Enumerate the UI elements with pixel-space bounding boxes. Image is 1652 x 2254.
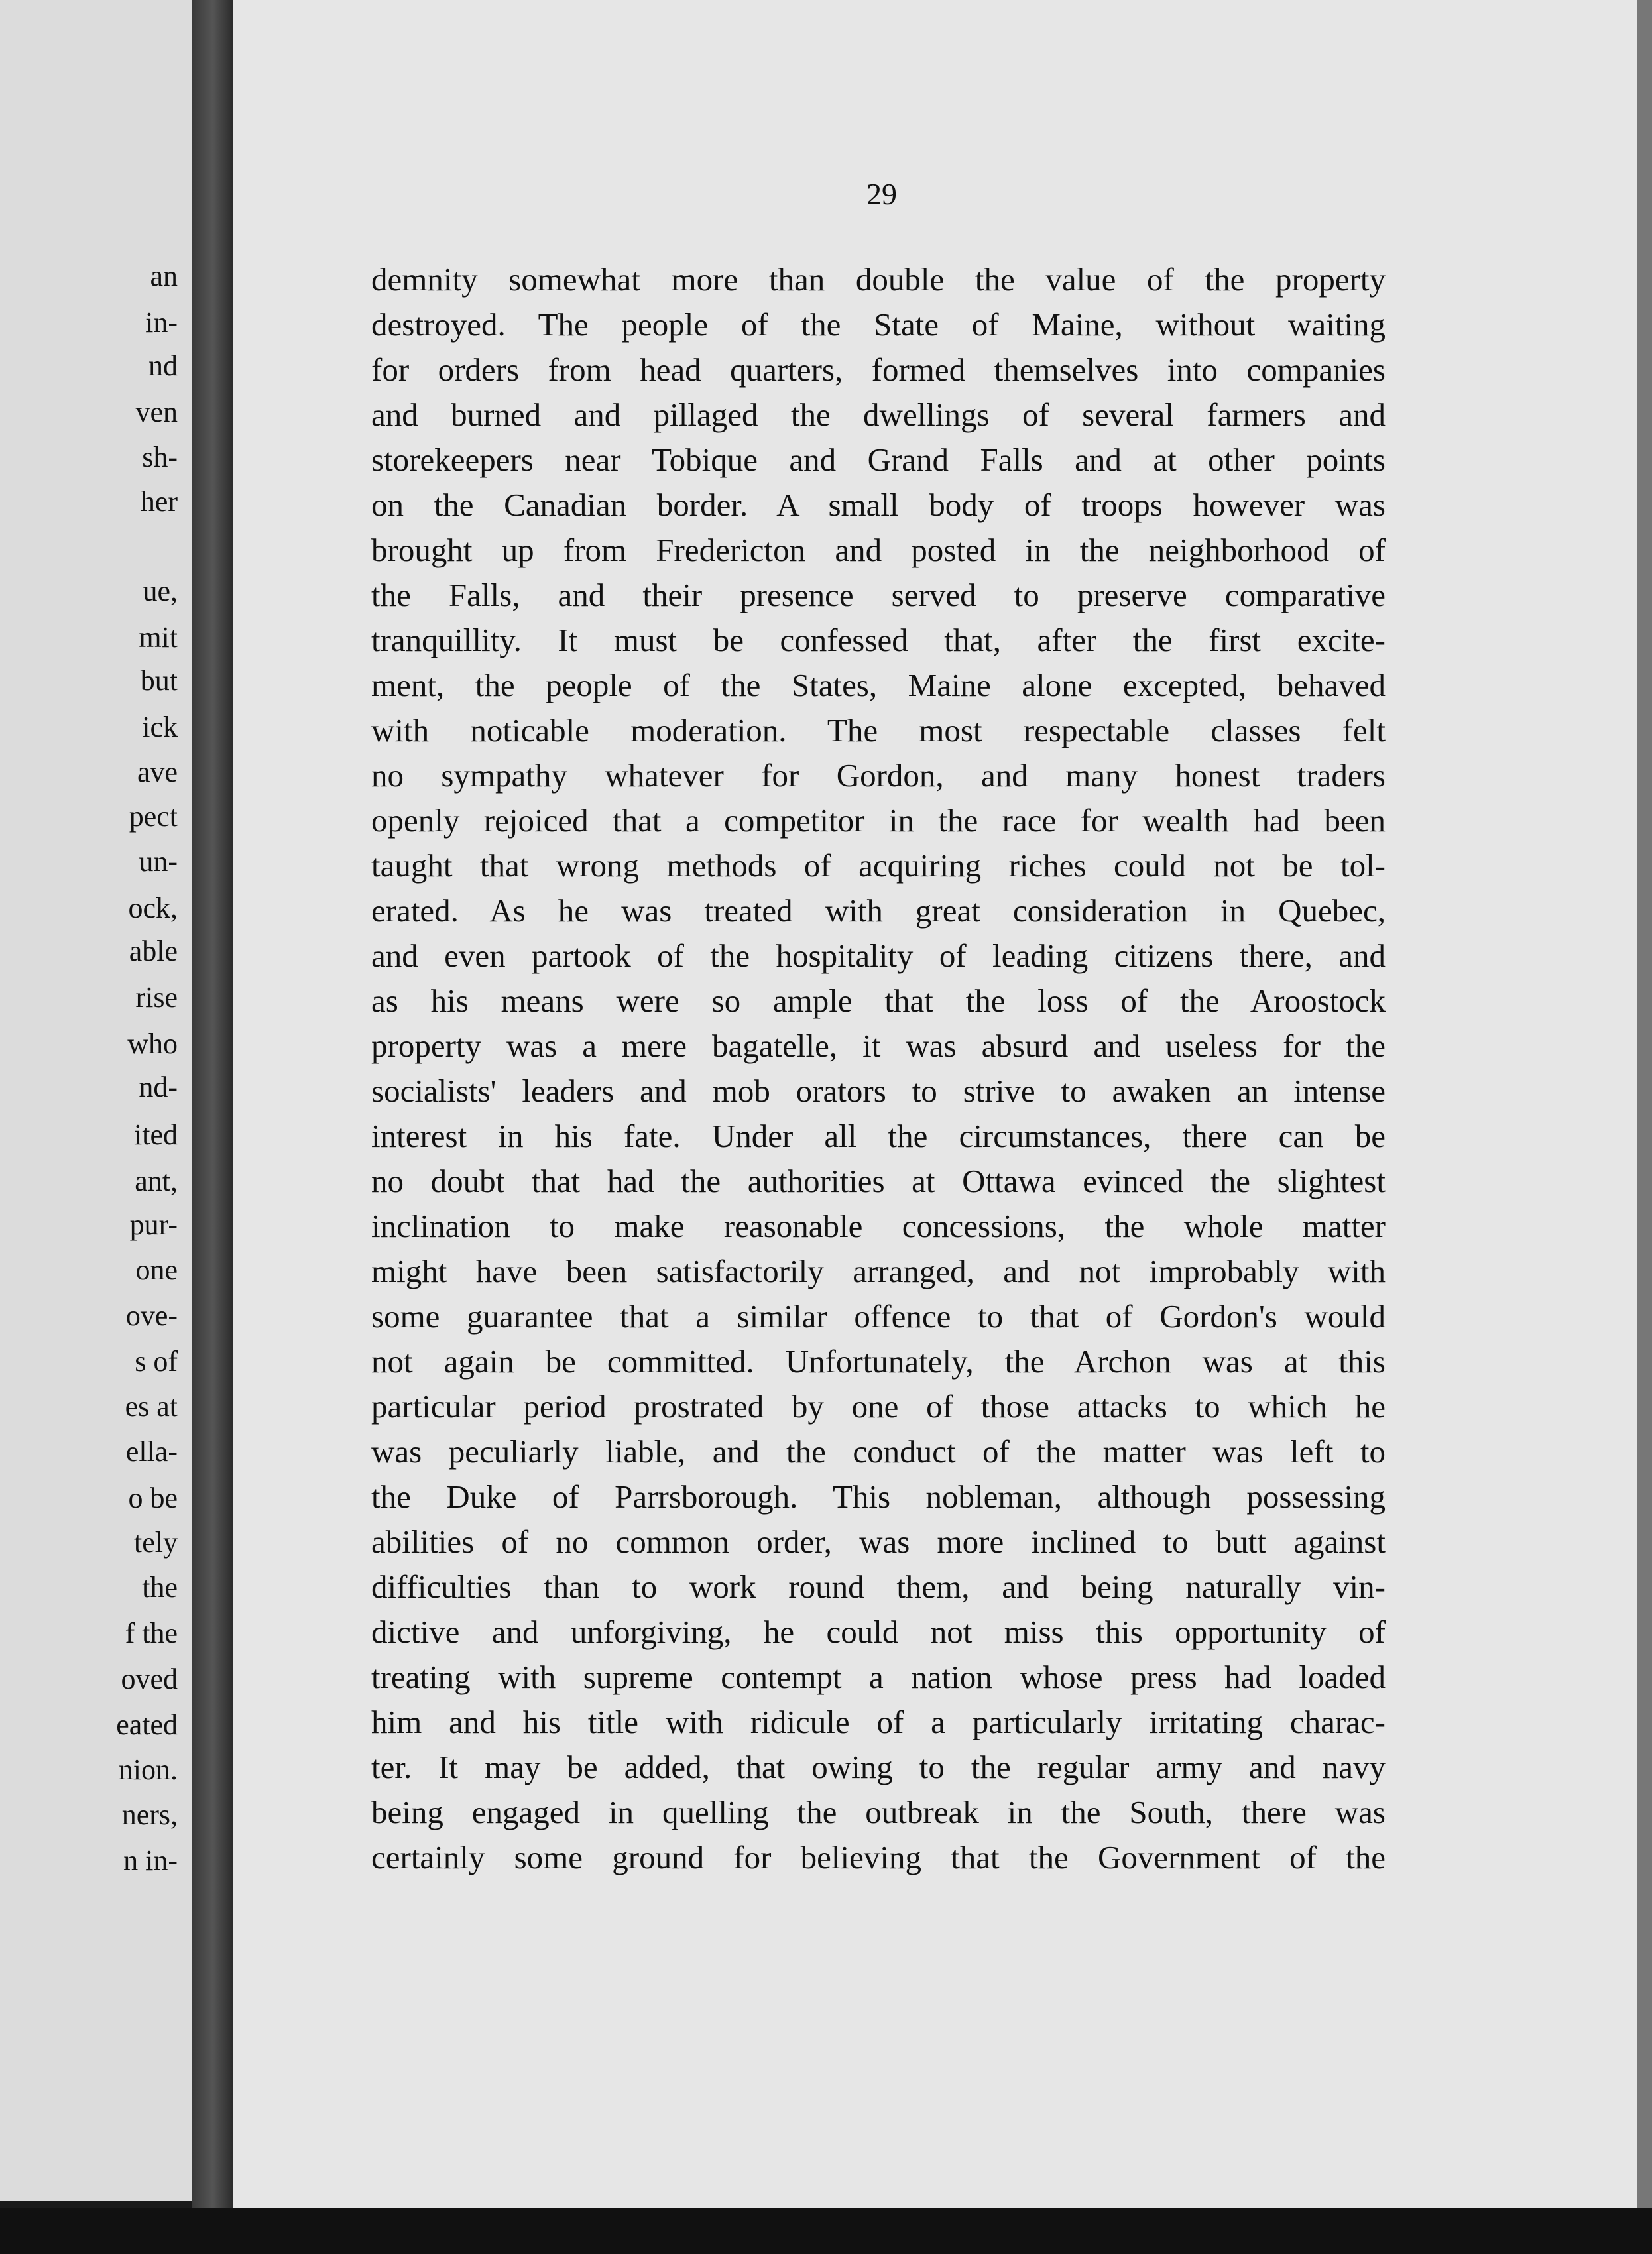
text-line: ter. It may be added, that owing to the regular army and navy [371, 1749, 1386, 1785]
left-page-fragment: ave [137, 756, 178, 788]
left-page-fragment: un- [139, 845, 178, 878]
text-line: might have been satisfactorily arranged, and not improbably with [371, 1253, 1386, 1289]
left-page-fragment: nd [148, 349, 178, 382]
text-line: some guarantee that a similar offence to that of Gordon's would [371, 1298, 1386, 1335]
text-line: as his means were so ample that the loss of the Aroostock [371, 982, 1386, 1019]
text-line: for orders from head quarters, formed themselves into companies [371, 351, 1386, 388]
text-line: on the Canadian border. A small body of troops however was [371, 487, 1386, 523]
left-page-fragment: sh- [142, 441, 178, 473]
text-line: demnity somewhat more than double the value of the property [371, 261, 1386, 298]
text-line: dictive and unforgiving, he could not miss this opportunity of [371, 1614, 1386, 1650]
page-number: 29 [866, 177, 897, 211]
text-line: abilities of no common order, was more inclined to butt against [371, 1523, 1386, 1560]
left-page-fragment: nion. [118, 1753, 178, 1786]
text-line: was peculiarly liable, and the conduct of the matter was left to [371, 1433, 1386, 1470]
left-page-fragment: mit [139, 621, 178, 654]
text-line: and burned and pillaged the dwellings of several farmers and [371, 396, 1386, 433]
left-page-fragment: but [140, 664, 178, 697]
left-page-edge [0, 0, 192, 2201]
right-page-edge [1637, 0, 1652, 2254]
left-page-fragment: the [142, 1571, 178, 1604]
text-line: storekeepers near Tobique and Grand Falls and at other points [371, 442, 1386, 478]
text-line: him and his title with ridicule of a particularly irritating charac- [371, 1704, 1386, 1740]
left-page-fragment: eated [116, 1708, 178, 1741]
text-line: with noticable moderation. The most respectable classes felt [371, 712, 1386, 748]
left-page-fragment: ella- [125, 1435, 178, 1468]
left-page-fragment: ove- [125, 1299, 178, 1332]
left-page-fragment: ners, [121, 1799, 178, 1831]
text-line: particular period prostrated by one of those attacks to which he [371, 1388, 1386, 1425]
text-line: no doubt that had the authorities at Ottawa evinced the slightest [371, 1163, 1386, 1199]
text-line: and even partook of the hospitality of leading citizens there, and [371, 937, 1386, 974]
text-line: certainly some ground for believing that the Government of the [371, 1839, 1386, 1875]
text-line: difficulties than to work round them, and being naturally vin- [371, 1569, 1386, 1605]
left-page-fragment: tely [134, 1526, 178, 1559]
text-line: the Falls, and their presence served to preserve comparative [371, 577, 1386, 613]
left-page-fragment: f the [125, 1617, 178, 1649]
book-gutter [192, 0, 233, 2254]
left-page-fragment: in- [145, 306, 178, 339]
text-line: interest in his fate. Under all the circumstances, there can be [371, 1118, 1386, 1154]
left-page-fragment: pur- [129, 1209, 178, 1241]
left-page-fragment: n in- [123, 1844, 178, 1877]
left-page-fragment: s of [135, 1345, 178, 1378]
text-line: inclination to make reasonable concessions, the whole matter [371, 1208, 1386, 1244]
left-page-fragment: pect [129, 800, 178, 833]
scan-bottom-border [0, 2208, 1652, 2254]
left-page-fragment: ven [135, 396, 178, 428]
text-line: taught that wrong methods of acquiring riches could not be tol- [371, 847, 1386, 884]
text-line: openly rejoiced that a competitor in the race for wealth had been [371, 802, 1386, 839]
left-page-fragment: her [140, 485, 178, 518]
left-page-fragment: ue, [143, 575, 178, 607]
left-page-fragment: ant, [135, 1165, 178, 1197]
text-line: not again be committed. Unfortunately, the Archon was at this [371, 1343, 1386, 1380]
text-line: ment, the people of the States, Maine alone excepted, behaved [371, 667, 1386, 703]
left-page-fragment: an [150, 260, 178, 292]
left-page-fragment: oved [121, 1663, 178, 1695]
text-line: no sympathy whatever for Gordon, and many honest traders [371, 757, 1386, 794]
text-line: being engaged in quelling the outbreak in the South, there was [371, 1794, 1386, 1830]
text-line: socialists' leaders and mob orators to strive to awaken an intense [371, 1073, 1386, 1109]
text-line: erated. As he was treated with great consideration in Quebec, [371, 892, 1386, 929]
text-line: tranquillity. It must be confessed that, after the first excite- [371, 622, 1386, 658]
left-page-fragment: nd- [139, 1071, 178, 1103]
text-line: brought up from Fredericton and posted in the neighborhood of [371, 532, 1386, 568]
text-line: treating with supreme contempt a nation whose press had loaded [371, 1659, 1386, 1695]
left-page-fragment: ock, [128, 892, 178, 924]
left-page-fragment: able [129, 935, 178, 967]
left-page-fragment: rise [135, 981, 178, 1014]
text-line: property was a mere bagatelle, it was absurd and useless for the [371, 1028, 1386, 1064]
text-line: destroyed. The people of the State of Maine, without waiting [371, 306, 1386, 343]
left-page-fragment: ited [134, 1118, 178, 1151]
left-page-fragment: ick [142, 711, 178, 743]
text-line: the Duke of Parrsborough. This nobleman, although possessing [371, 1478, 1386, 1515]
left-page-fragment: who [127, 1028, 178, 1060]
left-page-fragment: one [135, 1254, 178, 1286]
left-page-fragment: o be [128, 1482, 178, 1514]
left-page-fragment: es at [125, 1390, 178, 1423]
